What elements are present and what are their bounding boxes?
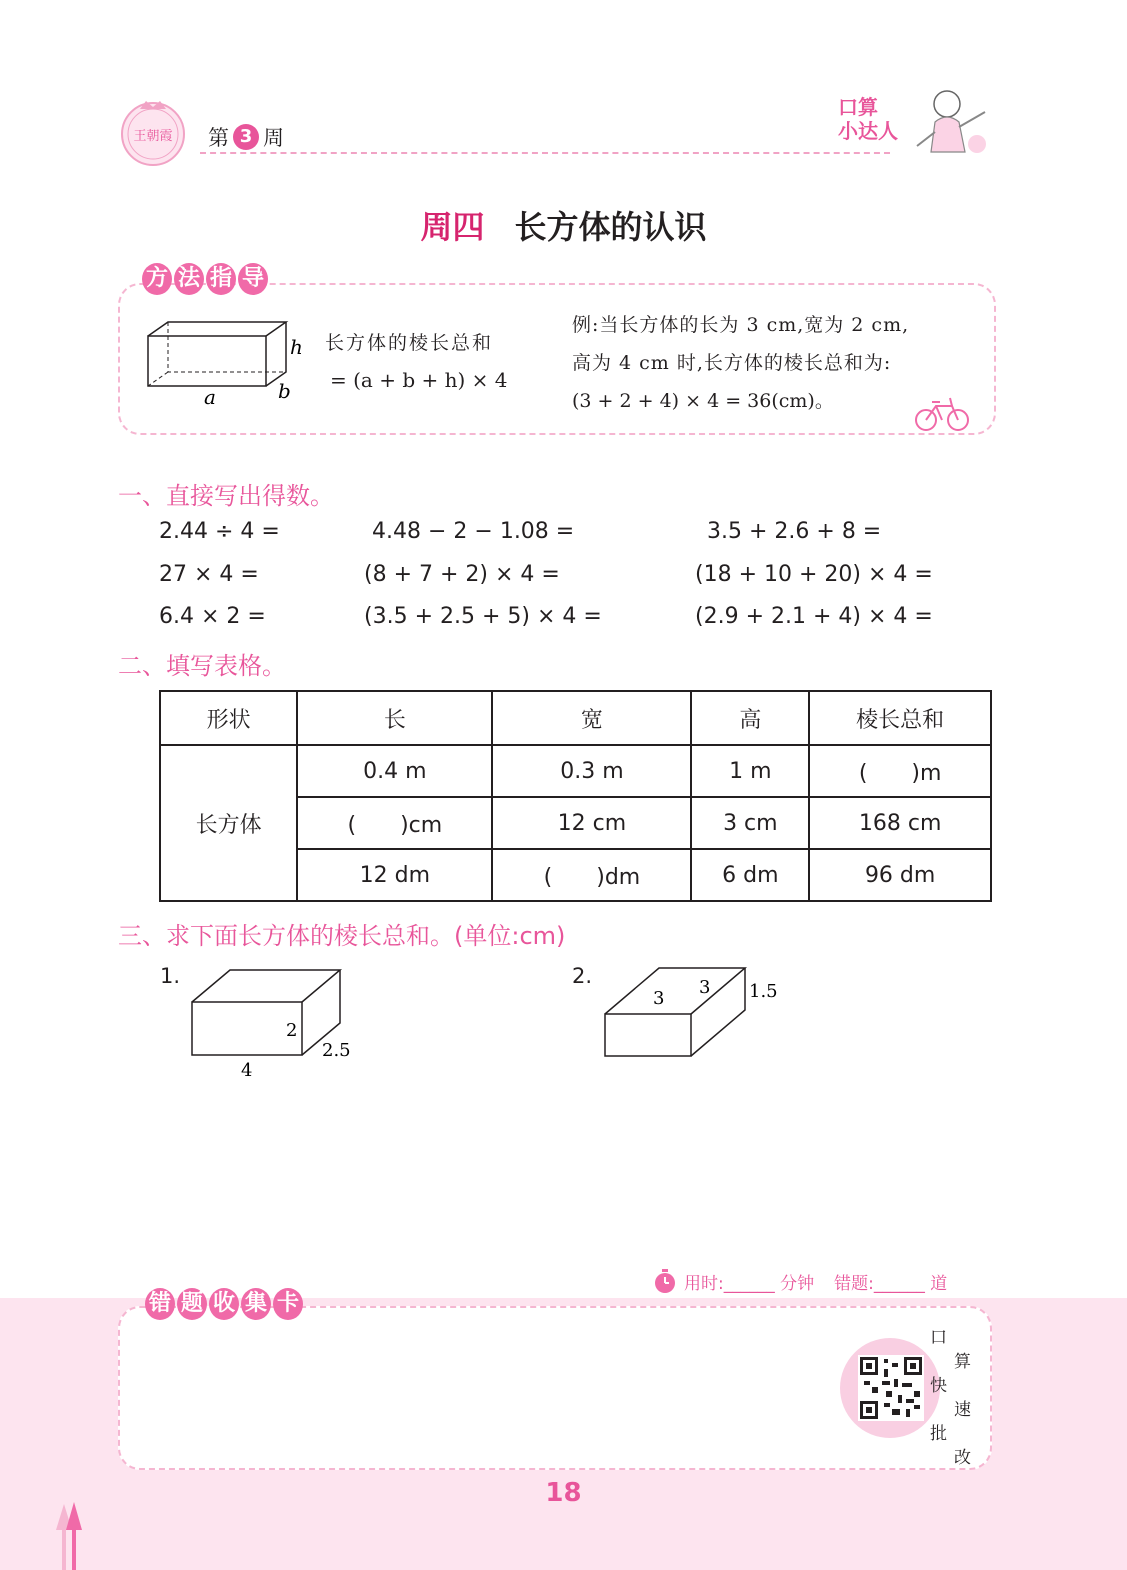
- svg-text:a: a: [204, 385, 216, 409]
- table-header: 棱长总和: [809, 691, 991, 745]
- section-2-title: 二、填写表格。: [118, 652, 286, 680]
- page-number: 18: [545, 1478, 582, 1508]
- error-card-badge: 错 题 收 集 卡: [145, 1288, 303, 1320]
- calc-item: 3.5 + 2.6 + 8 =: [707, 519, 882, 544]
- stopwatch-icon: [652, 1268, 678, 1294]
- formula-line-1: 长方体的棱长总和: [325, 332, 494, 354]
- shape-cell: 长方体: [160, 745, 297, 901]
- calc-item: (18 + 10 + 20) × 4 =: [695, 562, 933, 587]
- calc-item: 6.4 × 2 =: [159, 604, 266, 629]
- time-used-label: 用时:______ 分钟: [684, 1273, 815, 1294]
- answer-blank-cell[interactable]: ( )dm: [492, 849, 691, 901]
- question-2-cuboid: [595, 962, 795, 1062]
- calc-item: 27 × 4 =: [159, 562, 259, 587]
- week-prefix: 第: [208, 126, 229, 150]
- title-day: 周四: [420, 208, 485, 246]
- qr-code-icon[interactable]: [858, 1355, 924, 1421]
- table-cell: 168 cm: [809, 797, 991, 849]
- method-badge: 方 法 指 导: [142, 263, 268, 301]
- header-divider: [200, 152, 890, 154]
- fill-table: [159, 690, 992, 902]
- svg-text:2.5: 2.5: [322, 1040, 351, 1061]
- calc-item: 4.48 − 2 − 1.08 =: [372, 519, 575, 544]
- question-1-cuboid: [180, 966, 370, 1081]
- svg-text:3: 3: [699, 977, 711, 998]
- arrow-up-icon: [52, 1500, 92, 1570]
- example-line-3: (3 + 2 + 4) × 4 = 36(cm)。: [572, 390, 834, 412]
- table-cell: 0.3 m: [492, 745, 691, 797]
- cuboid-diagram: [138, 314, 308, 410]
- table-cell: 1 m: [691, 745, 809, 797]
- time-error-row: [652, 1268, 947, 1294]
- calc-item: (3.5 + 2.5 + 5) × 4 =: [364, 604, 602, 629]
- calc-item: (2.9 + 2.1 + 4) × 4 =: [695, 604, 933, 629]
- section-1-title: 一、直接写出得数。: [118, 482, 334, 510]
- question-1-number: 1.: [160, 964, 181, 988]
- formula-line-2: = (a + b + h) × 4: [330, 368, 508, 392]
- svg-text:b: b: [278, 379, 291, 403]
- section-3-title: 三、求下面长方体的棱长总和。(单位:cm): [118, 922, 566, 950]
- week-number-badge: 3: [233, 124, 259, 150]
- week-label: [208, 122, 284, 152]
- table-header: 长: [297, 691, 492, 745]
- publisher-logo-icon: [118, 97, 188, 167]
- error-count-label: 错题:______ 道: [834, 1273, 948, 1294]
- question-2-number: 2.: [572, 964, 593, 988]
- table-header: 形状: [160, 691, 297, 745]
- quick-grading-label: 口 算 快 速 批 改: [930, 1328, 971, 1468]
- example-line-1: 例:当长方体的长为 3 cm,宽为 2 cm,: [572, 314, 910, 336]
- svg-text:1.5: 1.5: [749, 981, 778, 1002]
- calc-item: (8 + 7 + 2) × 4 =: [364, 562, 560, 587]
- table-cell: 12 dm: [297, 849, 492, 901]
- answer-blank-cell[interactable]: ( )cm: [297, 797, 492, 849]
- table-cell: 3 cm: [691, 797, 809, 849]
- answer-blank-cell[interactable]: ( )m: [809, 745, 991, 797]
- svg-text:王朝霞: 王朝霞: [133, 129, 173, 144]
- svg-text:3: 3: [653, 988, 665, 1009]
- calc-item: 2.44 ÷ 4 =: [159, 519, 280, 544]
- table-cell: 6 dm: [691, 849, 809, 901]
- table-header-row: [160, 691, 991, 745]
- table-header: 宽: [492, 691, 691, 745]
- svg-text:2: 2: [286, 1020, 298, 1041]
- table-cell: 96 dm: [809, 849, 991, 901]
- table-header: 高: [691, 691, 809, 745]
- table-cell: 0.4 m: [297, 745, 492, 797]
- table-cell: 12 cm: [492, 797, 691, 849]
- page-title: [0, 202, 1127, 248]
- table-row: [160, 745, 991, 797]
- svg-text:4: 4: [241, 1060, 253, 1081]
- example-line-2: 高为 4 cm 时,长方体的棱长总和为:: [572, 352, 892, 374]
- svg-text:h: h: [290, 335, 303, 359]
- week-suffix: 周: [263, 126, 284, 150]
- brand-name: 口算 小达人: [838, 95, 898, 143]
- bicycle-icon: [912, 392, 972, 432]
- title-topic: 长方体的认识: [514, 208, 707, 246]
